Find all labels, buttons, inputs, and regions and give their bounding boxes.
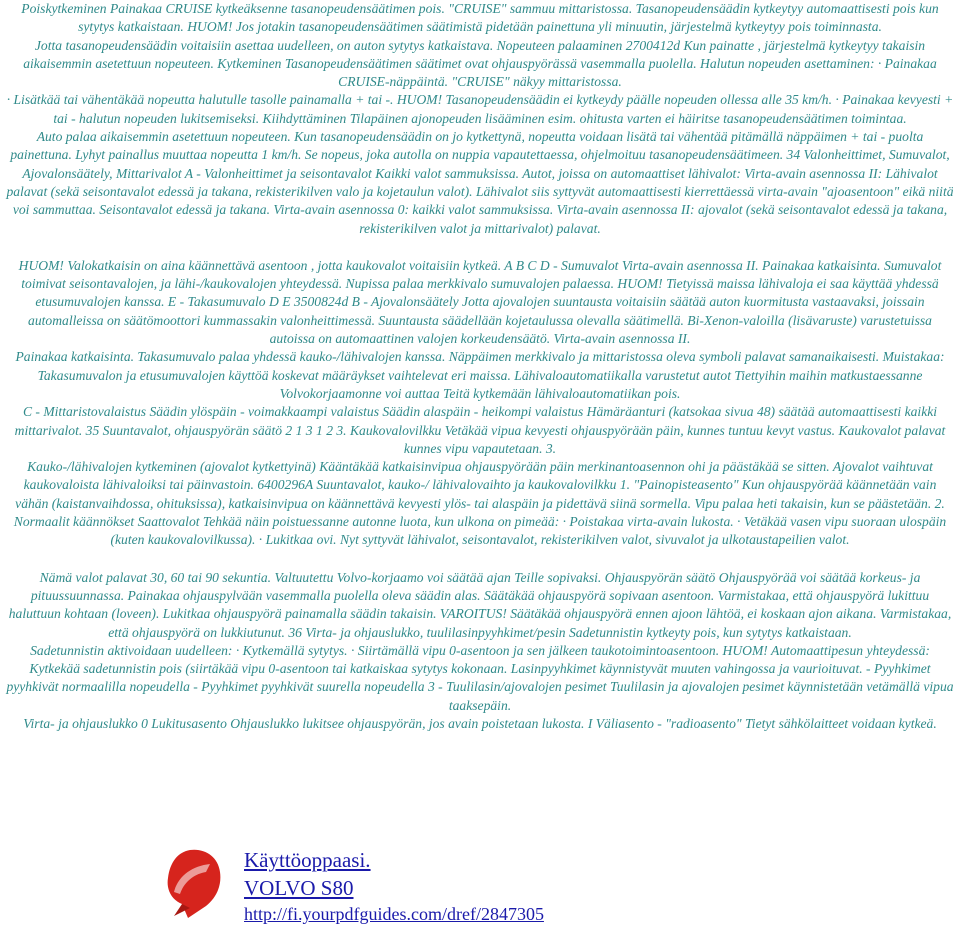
paragraph: Nämä valot palavat 30, 60 tai 90 sekuntia. Valtuutettu Volvo-korjaamo voi säätää ajan Teille sopivaksi. Ohjauspyörän säätö Ohjauspyörää voi säätää korkeus- ja pituussuunnassa. Painakaa ohjauspylvään vasemmalla puolella oleva säädin alas. Säätäkää ohjauspyörä sopivaan asentoon. Varmistakaa, että ohjauspyörä lukittuu haluttuun kohtaan (loveen). Lukitkaa ohjauspyörä painamalla säädin takaisin. VAROITUS! Säätäkää ohjauspyörä ennen ajoon lähtöä, ei koskaan ajon aikana. Varmistakaa, että ohjauspyörä on lukkiutunut. 36 Virta- ja ohjauslukko, tuulilasinpyyhkimet/pesin Sadetunnistin kytkeyty pois, kun sytytys katkaistaan. <box>8 569 952 640</box>
paragraph: HUOM! Valokatkaisin on aina käännettävä asentoon , jotta kaukovalot voitaisiin kytkeä. A B C D - Sumuvalot Virta-avain asennossa II. Painakaa katkaisinta. Sumuvalot toimivat seisontavalojen, ja lähi-/kaukovalojen yhteydessä. Nupissa palaa merkkivalo sumuvalojen palaessa. HUOM! Tietyissä maissa lähivaloja ei saa käyttää yhdessä etusumuvalojen kanssa. E - Takasumuvalo D E 3500824d B - Ajovalonsäätely Jotta ajovalojen suuntausta voitaisiin säätää auton kuormitusta vastaavaksi, joissain automalleissa on säätömoottori kummassakin valonheittimessä. Suuntausta säädellään kojetaulussa olevalla säätimellä. Bi-Xenon-valoilla (lisävaruste) varustetuissa autoissa on automaattinen valojen korkeudensäätö. Virta-avain asennossa II. <box>18 257 942 347</box>
paragraph: Virta- ja ohjauslukko 0 Lukitusasento Ohjauslukko lukitsee ohjauspyörän, jos avain poistetaan lukosta. I Väliasento - "radioasento" Tietyt sähkölaitteet voidaan kytkeä. <box>23 715 937 731</box>
paragraph: Jotta tasanopeudensäädin voitaisiin asettaa uudelleen, on auton sytytys katkaistava. Nopeuteen palaaminen 2700412d Kun painatte , järjestelmä kytkeytyy takaisin aikaisemmin asetettuun nopeuteen. Kytkeminen Tasanopeudensäätimen säätimet ovat ohjauspyörässä vasemmalla puolella. Halutun nopeuden asettaminen: · Painakaa CRUISE-näppäintä. "CRUISE" näkyy mittaristossa. <box>23 37 937 90</box>
paragraph: Kauko-/lähivalojen kytkeminen (ajovalot kytkettyinä) Kääntäkää katkaisinvipua ohjauspyörään päin merkinantoasennon ohi ja päästäkää se sitten. Ajovalot vaihtuvat kaukovaloista lähivaloiksi tai päinvastoin. 6400296A Suuntavalot, kauko-/ lähivalovaihto ja kaukovalovilkku 1. "Painopisteasento" Kun ohjauspyörää käännetään vain vähän (kaistanvaihdossa, ohituksissa), katkaisinvipua on käännettävä kevyesti ylös- tai alaspäin ja pidettävä siinä sormella. Vipu palaa heti takaisin, kun se päästetään. 2. Normaalit käännökset Saattovalot Tehkää näin poistuessanne autonne luota, kun ulkona on pimeää: · Poistakaa virta-avain lukosta. · Vetäkää vasen vipu suoraan ulospäin (kuten kaukovalovilkussa). · Lukitkaa ovi. Nyt syttyvät lähivalot, seisontavalot, rekisterikilven valot, sivuvalot ja ulkotaustapeilien valot. <box>13 459 947 548</box>
paragraph: Sadetunnistin aktivoidaan uudelleen: · Kytkemällä sytytys. · Siirtämällä vipu 0-asentoon ja sen jälkeen taukotoimintoasentoon. HUOM! Automaattipesun yhteydessä: Kytkekää sadetunnistin pois (siirtäkää vipu 0-asentoon tai katkaiskaa sytytys kokonaan. Lasinpyyhkimet käynnistyvät muuten vahingossa ja vaurioituvat. - Pyyhkimet pyyhkivät normaalilla nopeudella - Pyyhkimet pyyhkivät suurella nopeudella 3 - Tuulilasin/ajovalojen pesimet Tuulilasin ja ajovalojen pesimet käynnistetään vetämällä vipua taaksepäin. <box>6 642 954 713</box>
paragraph-gap <box>6 550 954 569</box>
paragraph: · Lisätkää tai vähentäkää nopeutta halutulle tasolle painamalla + tai -. HUOM! Tasanopeudensäädin ei kytkeydy päälle nopeuden ollessa alle 35 km/h. · Painakaa kevyesti + tai - halutun nopeuden lukitsemiseksi. Kiihdyttäminen Tilapäinen ajonopeuden lisääminen esim. ohitusta varten ei häiritse tasanopeudensäätimen toimintaa. <box>6 92 954 126</box>
paragraph-gap <box>6 238 954 257</box>
model-link[interactable]: VOLVO S80 <box>244 876 354 900</box>
footer-links <box>244 846 544 926</box>
pdf-guide-logo-icon <box>160 846 230 922</box>
paragraph: Poiskytkeminen Painakaa CRUISE kytkeäksenne tasanopeudensäätimen pois. "CRUISE" sammuu mittaristossa. Tasanopeudensäädin kytkeytyy automaattisesti pois kun sytytys katkaistaan. HUOM! Jos jotakin tasanopeudensäätimen säätimistä pidetään painettuna yli minuutin, järjestelmä kytkeytyy pois toiminnasta. <box>21 1 939 35</box>
paragraph: Painakaa katkaisinta. Takasumuvalo palaa yhdessä kauko-/lähivalojen kanssa. Näppäimen merkkivalo ja mittaristossa oleva symboli palavat samanaikaisesti. Muistakaa: Takasumuvalon ja etusumuvalojen käyttöä koskevat määräykset vaihtelevat eri maissa. Lähivaloautomatiikalla varustetut autot Tiettyihin maihin matkustaessanne Volvokorjaamonne voi auttaa Teitä kytkemään lähivaloautomatiikan pois. <box>15 349 945 401</box>
paragraph: C - Mittaristovalaistus Säädin ylöspäin - voimakkaampi valaistus Säädin alaspäin - heikompi valaistus Hämäräanturi (katsokaa sivua 48) säätää automaattisesti kaikki mittarivalot. 35 Suuntavalot, ohjauspyörän säätö 2 1 3 1 2 3. Kaukovalovilkku Vetäkää vipua kevyesti ohjauspyörään päin, kunnes tuntuu kevyt vastus. Kaukovalot palavat kunnes vipu vapautetaan. 3. <box>14 404 946 456</box>
source-url-link[interactable]: http://fi.yourpdfguides.com/dref/2847305 <box>244 904 544 924</box>
manual-text <box>6 0 954 733</box>
manual-title-link[interactable]: Käyttöoppaasi. <box>244 848 371 872</box>
paragraph: Auto palaa aikaisemmin asetettuun nopeuteen. Kun tasanopeudensäädin on jo kytkettynä, nopeutta voidaan lisätä tai vähentää pitämällä näppäimen + tai - puolta painettuna. Lyhyt painallus muuttaa nopeutta 1 km/h. Se nopeus, joka autolla on nuppia vapautettaessa, ohjelmoituu tasanopeudensäätimeen. 34 Valonheittimet, Sumuvalot, Ajovalonsäätely, Mittarivalot A - Valonheittimet ja seisontavalot Kaikki valot sammuksissa. Autot, joissa on automaattiset lähivalot: Virta-avain asennossa II: Lähivalot palavat (sekä seisontavalot edessä ja takana, rekisterikilven valo ja kojetaulun valot). Lähivalot siis syttyvät automaattisesti kierrettäessä virta-avain "ajoasentoon" eikä niitä voi sammuttaa. Seisontavalot edessä ja takana. Virta-avain asennossa 0: kaikki valot sammuksissa. Virta-avain asennossa II: ajovalot (sekä seisontavalot edessä ja takana, rekisterikilven valot ja mittarivalot) palavat. <box>6 129 954 236</box>
